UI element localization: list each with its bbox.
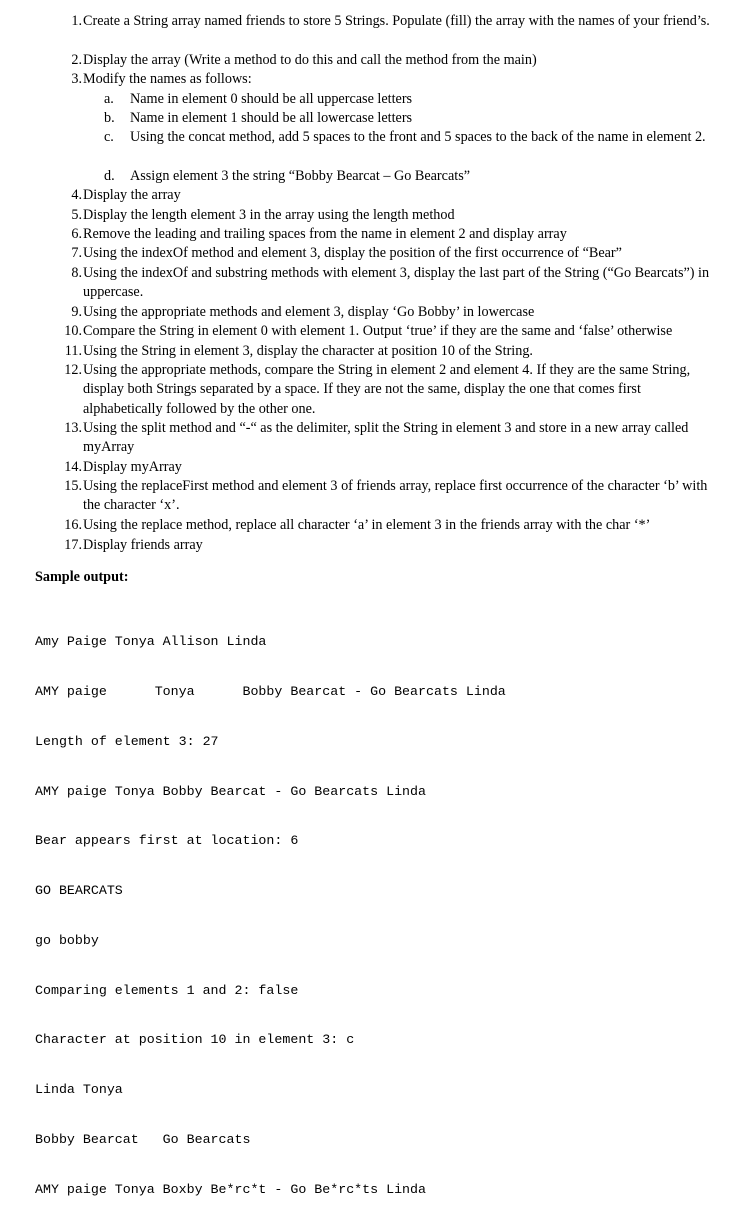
item-number: 16. [64, 517, 82, 533]
instruction-item [52, 70, 722, 89]
item-text: Display the array [83, 187, 181, 203]
item-text: Using the split method and “-“ as the delimiter, split the String in element 3 and store in a new array called myArray [83, 420, 689, 456]
instruction-item [52, 458, 722, 477]
sub-item-text: Name in element 1 should be all lowercase letters [130, 110, 413, 126]
sub-item [104, 167, 724, 186]
output-line: go bobby [35, 932, 99, 948]
item-number: 11. [64, 343, 82, 359]
item-text: Modify the names as follows: [83, 71, 252, 87]
item-number: 12. [64, 362, 82, 378]
instruction-item [52, 244, 722, 263]
instruction-item [52, 361, 722, 419]
sub-item-letter: c. [104, 129, 114, 145]
instruction-item [52, 419, 722, 458]
output-line: GO BEARCATS [35, 883, 123, 899]
output-line: Length of element 3: 27 [35, 733, 219, 749]
item-number: 1. [71, 13, 82, 29]
item-number: 15. [64, 478, 82, 494]
instruction-item [52, 186, 722, 205]
instruction-item [52, 516, 722, 535]
sub-item-text: Assign element 3 the string “Bobby Bearcat – Go Bearcats” [130, 168, 471, 184]
item-number: 14. [64, 459, 82, 475]
instruction-item [52, 12, 722, 31]
item-text: Using the appropriate methods, compare the String in element 2 and element 4. If they are the same String, display both Strings separated by a space. If they are not the same, display the one that comes first alphabetically followed by the other one. [83, 362, 691, 417]
item-number: 9. [71, 304, 82, 320]
item-text: Using the replace method, replace all character ‘a’ in element 3 in the friends array with the char ‘*’ [83, 517, 651, 533]
item-text: Display the array (Write a method to do this and call the method from the main) [83, 52, 537, 68]
item-text: Compare the String in element 0 with element 1. Output ‘true’ if they are the same and ‘false’ otherwise [83, 323, 673, 339]
instruction-item [52, 536, 722, 555]
item-number: 2. [71, 52, 82, 68]
sample-output-heading: Sample output: [35, 569, 129, 585]
item-text: Create a String array named friends to store 5 Strings. Populate (fill) the array with the names of your friend’s. [83, 13, 710, 29]
sub-item [104, 90, 724, 109]
sample-output-block [35, 601, 506, 1232]
item-text: Display friends array [83, 537, 203, 553]
output-line: Comparing elements 1 and 2: false [35, 982, 299, 998]
sub-item-text: Using the concat method, add 5 spaces to the front and 5 spaces to the back of the name in element 2. [130, 129, 706, 145]
item-text: Remove the leading and trailing spaces from the name in element 2 and display array [83, 226, 567, 242]
item-number: 8. [71, 265, 82, 281]
item-number: 13. [64, 420, 82, 436]
item-text: Using the replaceFirst method and element 3 of friends array, replace first occurrence of the character ‘b’ with the character ‘x’. [83, 478, 708, 514]
output-line: AMY paige Tonya Bobby Bearcat - Go Bearcats Linda [35, 683, 506, 699]
output-line: Character at position 10 in element 3: c [35, 1032, 355, 1048]
output-line: AMY paige Tonya Boxby Be*rc*t - Go Be*rc*ts Linda [35, 1181, 426, 1197]
item-text: Using the indexOf and substring methods with element 3, display the last part of the String (“Go Bearcats”) in uppercase. [83, 265, 710, 301]
item-number: 5. [71, 207, 82, 223]
item-number: 3. [71, 71, 82, 87]
output-line: Amy Paige Tonya Allison Linda [35, 634, 267, 650]
output-line: AMY paige Tonya Bobby Bearcat - Go Bearcats Linda [35, 783, 426, 799]
instruction-item [52, 342, 722, 361]
item-number: 7. [71, 245, 82, 261]
item-number: 4. [71, 187, 82, 203]
item-text: Using the appropriate methods and element 3, display ‘Go Bobby’ in lowercase [83, 304, 535, 320]
sub-item-letter: d. [104, 168, 115, 184]
instruction-item [52, 51, 722, 70]
instruction-item [52, 225, 722, 244]
instruction-item [52, 322, 722, 341]
item-number: 6. [71, 226, 82, 242]
item-text: Using the indexOf method and element 3, display the position of the first occurrence of “Bear” [83, 245, 622, 261]
sub-item [104, 109, 724, 128]
item-number: 17. [64, 537, 82, 553]
sub-item [104, 128, 724, 147]
instruction-item [52, 264, 722, 303]
instruction-item [52, 303, 722, 322]
sub-item-text: Name in element 0 should be all uppercase letters [130, 91, 413, 107]
item-text: Display the length element 3 in the array using the length method [83, 207, 455, 223]
output-line: Linda Tonya [35, 1082, 123, 1098]
output-line: Bobby Bearcat Go Bearcats [35, 1132, 251, 1147]
item-text: Using the String in element 3, display the character at position 10 of the String. [83, 343, 533, 359]
sub-item-letter: b. [104, 110, 115, 126]
instruction-item [52, 477, 722, 516]
item-text: Display myArray [83, 459, 182, 475]
instruction-item [52, 206, 722, 225]
item-number: 10. [64, 323, 82, 339]
output-line: Bear appears first at location: 6 [35, 833, 299, 849]
sub-item-letter: a. [104, 91, 114, 107]
